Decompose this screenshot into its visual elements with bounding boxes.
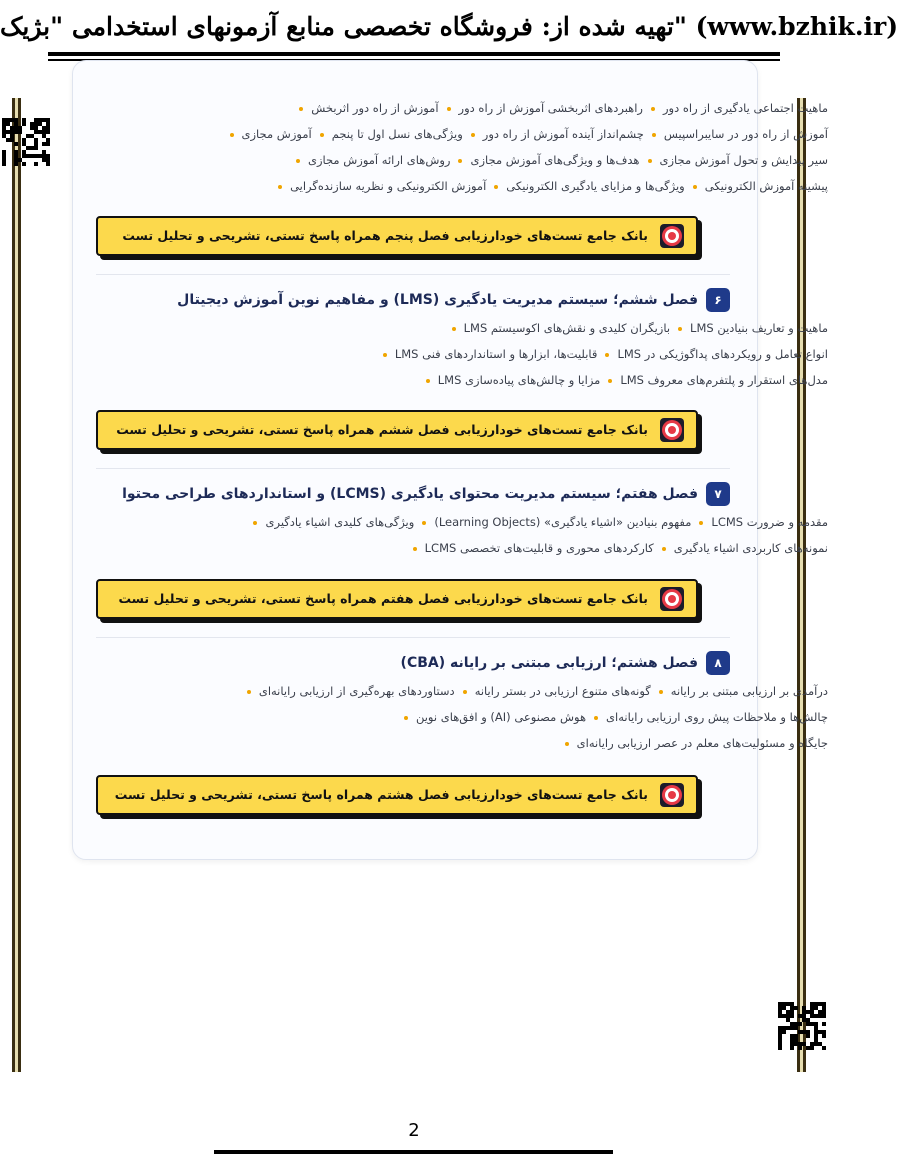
qr-module — [18, 130, 22, 134]
topic-item: پیشینه آموزش الکترونیکی — [704, 179, 828, 193]
topic-item: کارکردهای محوری و قابلیت‌های تخصصی LCMS — [424, 541, 654, 555]
topic-item: نمونه‌های کاربردی اشیاء یادگیری — [673, 541, 828, 555]
header-rule-thick — [48, 52, 780, 56]
bullet-dot-icon — [247, 690, 251, 694]
bullet-dot-icon — [659, 690, 663, 694]
bullet-dot-icon — [404, 716, 408, 720]
topic-item: مقدمه و ضرورت LCMS — [711, 515, 828, 529]
qr-module — [822, 1034, 826, 1038]
qr-module — [778, 1046, 782, 1050]
topic-item: درآمدی بر ارزیابی مبتنی بر رایانه — [670, 684, 828, 698]
target-icon — [660, 418, 684, 442]
bullet-dot-icon — [678, 327, 682, 331]
topic-item: قابلیت‌ها، ابزارها و استانداردهای فنی LMS — [394, 347, 598, 361]
chapter6-topic-line — [375, 341, 828, 367]
qr-module — [782, 1030, 786, 1034]
qr-module — [798, 1046, 802, 1050]
bullet-dot-icon — [699, 521, 703, 525]
chapter8-topic-line — [239, 678, 828, 704]
chapter5-test-bank-button[interactable] — [96, 216, 698, 256]
topic-item: آموزش الکترونیکی و نظریه سازنده‌گرایی — [290, 179, 487, 193]
chapter6-test-bank-button[interactable] — [96, 410, 698, 450]
chapter5-topic-line — [222, 121, 829, 147]
topic-item: آموزش از راه دور در سایبراسپیس — [663, 127, 828, 141]
chapter5-test-bank-label: بانک جامع تست‌های خودارزیابی فصل پنجم همراه پاسخ تستی، تشریحی و تحلیل تست — [122, 228, 648, 243]
qr-module — [822, 1046, 826, 1050]
qr-module — [46, 142, 50, 146]
bullet-dot-icon — [652, 133, 656, 137]
bullet-dot-icon — [426, 379, 430, 383]
section-divider — [96, 468, 730, 469]
page-number: 2 — [408, 1120, 420, 1141]
qr-module — [14, 162, 18, 166]
chapter7-number-badge: ۷ — [706, 482, 730, 506]
chapter6-topic-line — [418, 367, 828, 393]
section-divider — [96, 274, 730, 275]
topic-item: بازیگران کلیدی و نقش‌های اکوسیستم LMS — [463, 321, 671, 335]
chapter5-topic-line — [270, 173, 828, 199]
chapter8-title: فصل هشتم؛ ارزیابی مبتنی بر رایانه (CBA) — [400, 655, 698, 671]
bullet-dot-icon — [296, 159, 300, 163]
chapter6-title: فصل ششم؛ سیستم مدیریت یادگیری (LMS) و مفاهیم نوین آموزش دیجیتال — [177, 292, 698, 308]
footer-rule — [214, 1150, 613, 1154]
qr-module — [22, 162, 26, 166]
topic-item: روش‌های ارائه آموزش مجازی — [307, 153, 451, 167]
bullet-dot-icon — [422, 521, 426, 525]
qr-module — [794, 1006, 798, 1010]
chapter8-test-bank-button[interactable] — [96, 775, 698, 815]
bullet-dot-icon — [447, 107, 451, 111]
bullet-dot-icon — [458, 159, 462, 163]
chapter7-test-bank-button[interactable] — [96, 579, 698, 619]
topic-item: مدل‌های استقرار و پلتفرم‌های معروف LMS — [620, 373, 828, 387]
qr-code-bottom-right — [778, 1002, 826, 1050]
bullet-dot-icon — [253, 521, 257, 525]
qr-module — [2, 162, 6, 166]
bullet-dot-icon — [648, 159, 652, 163]
qr-module — [46, 130, 50, 134]
target-ring — [668, 232, 676, 240]
topic-item: ویژگی‌ها و مزایای یادگیری الکترونیکی — [506, 179, 685, 193]
topic-item: ویژگی‌های نسل اول تا پنجم — [331, 127, 463, 141]
qr-module — [34, 146, 38, 150]
chapter7-topic-line — [405, 535, 828, 561]
chapter7-test-bank-label: بانک جامع تست‌های خودارزیابی فصل هفتم همراه پاسخ تستی، تشریحی و تحلیل تست — [118, 591, 648, 606]
target-ring — [668, 595, 676, 603]
topic-item: مفهوم بنیادین «اشیاء یادگیری» (Learning Objects) — [434, 515, 692, 529]
topic-item: آموزش مجازی — [241, 127, 312, 141]
chapter8-test-bank-label: بانک جامع تست‌های خودارزیابی فصل هشتم همراه پاسخ تستی، تشریحی و تحلیل تست — [114, 787, 648, 802]
topic-item: آموزش از راه دور اثربخش — [311, 101, 439, 115]
bullet-dot-icon — [565, 742, 569, 746]
bullet-dot-icon — [463, 690, 467, 694]
chapter8-topic-line — [396, 704, 828, 730]
bullet-dot-icon — [594, 716, 598, 720]
topic-item: انواع تعامل و رویکردهای پداگوژیکی در LMS — [617, 347, 828, 361]
topic-item: ماهیت اجتماعی یادگیری از راه دور — [662, 101, 828, 115]
page-header: تهیه شده از: فروشگاه تخصصی منابع آزمونهای استخدامی "بژیک" (www.bzhik.ir) — [0, 12, 898, 41]
bullet-dot-icon — [413, 547, 417, 551]
chapter8-topic-line — [557, 730, 828, 756]
topic-item: هدف‌ها و ویژگی‌های آموزش مجازی — [470, 153, 640, 167]
qr-module — [822, 1014, 826, 1018]
bullet-dot-icon — [383, 353, 387, 357]
qr-module — [790, 1046, 794, 1050]
bullet-dot-icon — [230, 133, 234, 137]
qr-module — [14, 142, 18, 146]
bullet-dot-icon — [693, 185, 697, 189]
qr-module — [34, 162, 38, 166]
chapter7-title: فصل هفتم؛ سیستم مدیریت محتوای یادگیری (LCMS) و استانداردهای طراحی محتوا — [122, 486, 698, 502]
qr-module — [22, 122, 26, 126]
topic-item: ویژگی‌های کلیدی اشیاء یادگیری — [265, 515, 415, 529]
target-ring — [668, 791, 676, 799]
bullet-dot-icon — [471, 133, 475, 137]
qr-module — [46, 162, 50, 166]
bullet-dot-icon — [605, 353, 609, 357]
qr-module — [806, 1034, 810, 1038]
bullet-dot-icon — [608, 379, 612, 383]
bullet-dot-icon — [662, 547, 666, 551]
chapter5-topic-line — [291, 95, 828, 121]
chapter5-topic-line — [288, 147, 828, 173]
bullet-dot-icon — [278, 185, 282, 189]
right-border-decoration — [797, 98, 806, 1072]
chapter6-topic-line — [444, 315, 828, 341]
section-divider — [96, 637, 730, 638]
topic-item: چالش‌ها و ملاحظات پیش روی ارزیابی رایانه‌ای — [606, 710, 828, 724]
chapter6-test-bank-label: بانک جامع تست‌های خودارزیابی فصل ششم همراه پاسخ تستی، تشریحی و تحلیل تست — [116, 422, 648, 437]
left-border-decoration — [12, 98, 21, 1072]
topic-item: هوش مصنوعی (AI) و افق‌های نوین — [415, 710, 587, 724]
topic-item: دستاوردهای بهره‌گیری از ارزیابی رایانه‌ای — [258, 684, 455, 698]
qr-module — [798, 1022, 802, 1026]
target-icon — [660, 224, 684, 248]
qr-module — [790, 1014, 794, 1018]
topic-item: گونه‌های متنوع ارزیابی در بستر رایانه — [474, 684, 651, 698]
qr-module — [822, 1022, 826, 1026]
topic-item: مزایا و چالش‌های پیاده‌سازی LMS — [437, 373, 601, 387]
target-icon — [660, 587, 684, 611]
topic-item: چشم‌انداز آینده آموزش از راه دور — [482, 127, 644, 141]
chapter8-number-badge: ۸ — [706, 651, 730, 675]
target-ring — [668, 426, 676, 434]
bullet-dot-icon — [299, 107, 303, 111]
qr-code-top-left — [2, 118, 50, 166]
topic-item: ماهیت و تعاریف بنیادین LMS — [690, 321, 828, 335]
bullet-dot-icon — [320, 133, 324, 137]
topic-item: سیر پیدایش و تحول آموزش مجازی — [659, 153, 828, 167]
bullet-dot-icon — [494, 185, 498, 189]
chapter7-topic-line — [245, 509, 828, 535]
topic-item: جایگاه و مسئولیت‌های معلم در عصر ارزیابی رایانه‌ای — [576, 736, 828, 750]
target-icon — [660, 783, 684, 807]
bullet-dot-icon — [651, 107, 655, 111]
qr-module — [810, 1046, 814, 1050]
topic-item: راهبردهای اثربخشی آموزش از راه دور — [458, 101, 643, 115]
chapter6-number-badge: ۶ — [706, 288, 730, 312]
bullet-dot-icon — [452, 327, 456, 331]
